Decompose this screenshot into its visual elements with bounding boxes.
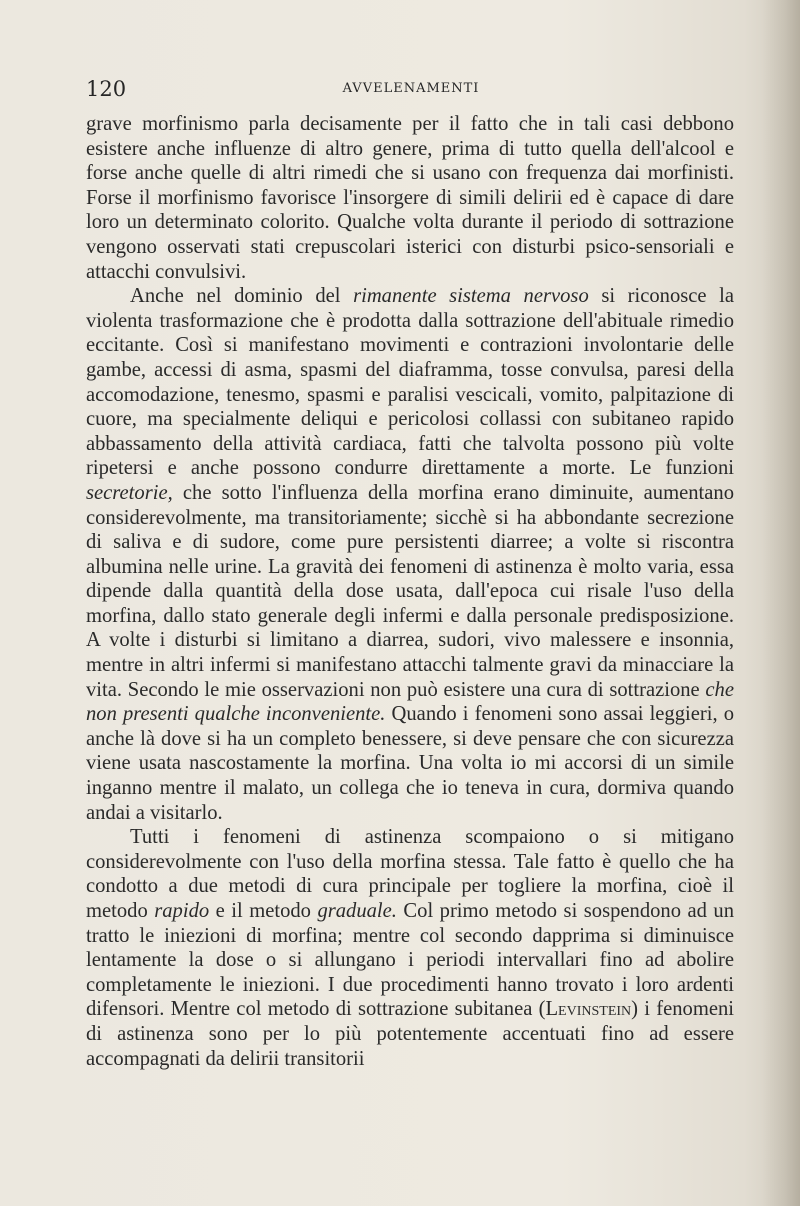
paragraph-2-text-d: Quando i fenomeni sono assai leggieri, o anche là dove si ha un completo benessere, si deve pensare che con sicurezza viene usata nascostamente la morfina. Una volta io mi accorsi di un simile inganno mentre il malato, un collega che io teneva in cura, dormiva quando andai a visitarlo. [86,703,734,824]
paragraph-3-text-d: ) i fenomeni di astinenza sono per lo più potentemente accentuati fino ad essere accompagnati da delirii transitorii [86,998,734,1070]
emphasis-rapido: rapido [154,900,210,922]
emphasis-rimanente-sistema-nervoso: rimanente sistema nervoso [353,285,589,308]
paragraph-3-text-a: Tutti i fenomeni di astinenza scompaiono o si mitigano considerevolmente con l'uso della morfina stessa. Tale fatto è quello che ha condotto a due metodi di cura principale per togliere la morfina, cioè il metodo [86,826,734,922]
emphasis-secretorie: secretorie, [86,481,173,504]
author-name-levinstein: Levinstein [545,998,632,1021]
page-header [86,76,736,102]
paragraph-3-text-b: e il metodo [209,900,318,922]
paragraph-3-text-c: Col primo metodo si sospendono ad un tratto le iniezioni di morfina; mentre col secondo dapprima si diminuisce lentamente la dose o si allungano i periodi intervallari fino ad abolire completamente le iniezioni. I due procedimenti hanno trovato i loro ardenti difensori. Mentre col metodo di sottrazione subitanea ( [86,900,734,1021]
body-text [86,112,734,1071]
paragraph-2 [86,284,734,825]
page-number: 120 [86,77,127,101]
page-edge-shadow [762,0,800,1206]
paragraph-3 [86,825,734,1071]
paragraph-2-text-b: si riconosce la violenta trasformazione che è prodotta dalla sottrazione dell'abituale rimedio eccitante. Così si manifestano movimenti e contrazioni involontarie delle gambe, accessi di asma, spasmi del diaframma, tosse convulsa, paresi della accomodazione, tenesmo, spasmi e paralisi vescicali, vomito, palpitazione di cuore, ma specialmente deliqui e pericolosi collassi con subitaneo rapido abbassamento della attività cardiaca, fatti che talvolta possono più volte ripetersi e anche possono condurre direttamente a morte. Le funzioni [86,285,735,480]
paragraph-2-text-a: Anche nel dominio del [130,285,354,308]
emphasis-graduale: graduale. [317,900,397,922]
emphasis-inconveniente: che non presenti qualche inconveniente. [86,678,734,726]
paragraph-1: grave morfinismo parla decisamente per il fatto che in tali casi debbono esistere anche influenze di altro genere, prima di tutto quella dell'alcool e forse anche quelle di altri rimedi che si usano con frequenza dai morfinisti. Forse il morfinismo favorisce l'insorgere di simili delirii ed è capace di dare loro un determinato colorito. Qualche volta durante il periodo di sottrazione vengono osservati stati crepuscolari isterici con disturbi psico-sensoriali e attacchi convulsivi. [86,113,734,283]
paragraph-2-text-c: che sotto l'influenza della morfina erano diminuite, aumentano considerevolmente, ma transitoriamente; sicchè si ha abbondante secrezione di saliva e di sudore, come pure persistenti diarree; a volte si riscontra albumina nelle urine. La gravità dei fenomeni di astinenza è molto varia, essa dipende dalla quantità della dose usata, dall'epoca cui risale l'uso della morfina, dallo stato generale degli infermi e dalla personale predisposizione. A volte i disturbi si limitano a diarrea, sudori, vivo malessere e insonnia, mentre in altri infermi si manifestano attacchi talmente gravi da minacciare la vita. Secondo le mie osservazioni non può esistere una cura di sottrazione [86,481,734,701]
running-head: AVVELENAMENTI [342,81,480,96]
